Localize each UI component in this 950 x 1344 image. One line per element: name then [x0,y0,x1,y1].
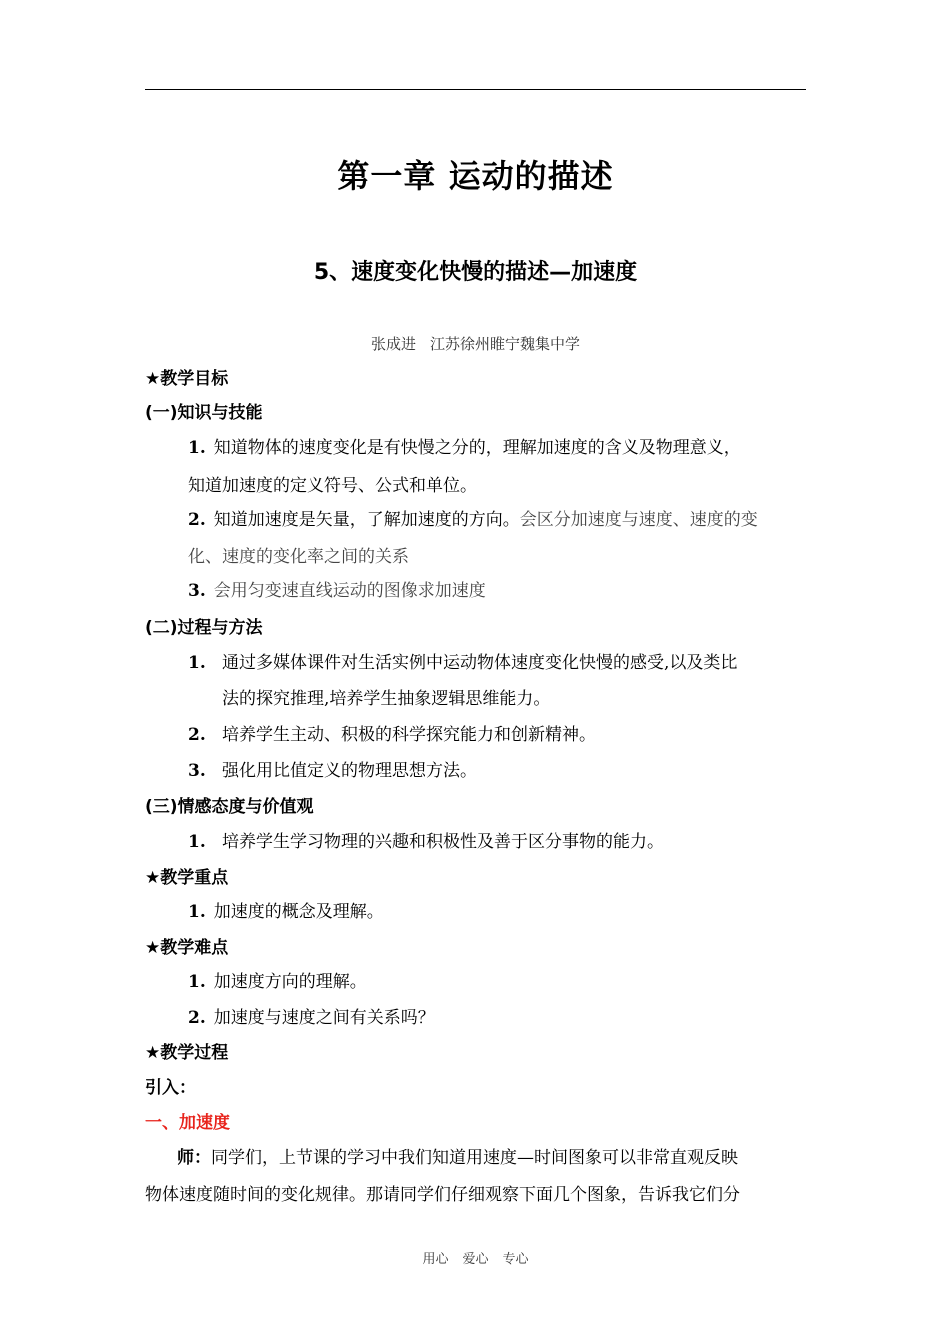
knowledge-item-2 [188,507,806,533]
process-item-2 [188,722,806,748]
item-text: 知道物体的速度变化是有快慢之分的，理解加速度的含义及物理意义， [213,438,741,458]
paragraph-text: 同学们，上节课的学习中我们知道用速度—时间图象可以非常直观反映 [211,1148,738,1168]
difficulty-item-2 [188,1005,806,1031]
key-points-heading: ★教学重点 [145,868,229,888]
item-text: 加速度与速度之间有关系吗？ [213,1008,435,1028]
header-rule [145,89,806,90]
item-number: 3. [188,761,206,781]
difficulties-heading: ★教学难点 [145,938,229,958]
item-text: 培养学生学习物理的兴趣和积极性及善于区分事物的能力。 [222,832,664,852]
footer-word: 专心 [502,1252,529,1267]
process-item-1 [188,650,806,676]
emotion-heading: (三)情感态度与价值观 [145,797,314,817]
teacher-paragraph-line-2: 物体速度随时间的变化规律。那请同学们仔细观察下面几个图象，告诉我它们分 [145,1185,740,1205]
knowledge-item-2-cont: 化、速度的变化率之间的关系 [188,547,409,567]
knowledge-heading: (一)知识与技能 [145,403,263,423]
emotion-item-1 [188,829,806,855]
knowledge-item-1 [188,435,806,461]
knowledge-item-3 [188,578,806,604]
item-text: 加速度的概念及理解。 [213,902,384,922]
process-item-3 [188,758,806,784]
item-number: 2. [188,510,206,530]
knowledge-item-1-cont: 知道加速度的定义符号、公式和单位。 [188,476,477,496]
teacher-label: 师： [177,1148,211,1168]
chapter-title: 第一章 运动的描述 [337,157,614,195]
item-number: 1. [188,438,206,458]
section-acceleration-heading: 一、加速度 [145,1113,230,1133]
item-number: 1. [188,902,206,922]
item-number: 2. [188,725,206,745]
item-text: 强化用比值定义的物理思想方法。 [222,761,477,781]
teaching-process-heading: ★教学过程 [145,1043,229,1063]
item-text-cont: 会区分加速度与速度、速度的变 [519,510,758,530]
key-point-item-1 [188,899,806,925]
footer-word: 用心 [422,1252,449,1267]
item-number: 1. [188,653,206,673]
process-heading: (二)过程与方法 [145,618,263,638]
item-text: 知道加速度是矢量，了解加速度的方向。 [213,510,520,530]
footer-word: 爱心 [462,1252,489,1267]
author-line [145,333,806,355]
item-text: 培养学生主动、积极的科学探究能力和创新精神。 [222,725,596,745]
author-school: 江苏徐州睢宁魏集中学 [430,335,581,353]
author-name: 张成进 [370,335,416,353]
item-number: 1. [188,972,206,992]
lesson-title: 5、速度变化快慢的描述—加速度 [313,260,638,285]
objectives-heading: ★教学目标 [145,369,229,389]
item-number: 2. [188,1008,206,1028]
item-text: 会用匀变速直线运动的图像求加速度 [213,581,486,601]
item-number: 3. [188,581,206,601]
item-number: 1. [188,832,206,852]
process-item-1-cont: 法的探究推理,培养学生抽象逻辑思维能力。 [222,689,551,709]
difficulty-item-1 [188,969,806,995]
intro-label: 引入： [145,1078,196,1098]
teacher-paragraph-line-1 [177,1145,806,1171]
item-text: 通过多媒体课件对生活实例中运动物体速度变化快慢的感受,以及类比 [222,653,738,673]
item-text: 加速度方向的理解。 [213,972,367,992]
page-footer [145,1250,806,1270]
